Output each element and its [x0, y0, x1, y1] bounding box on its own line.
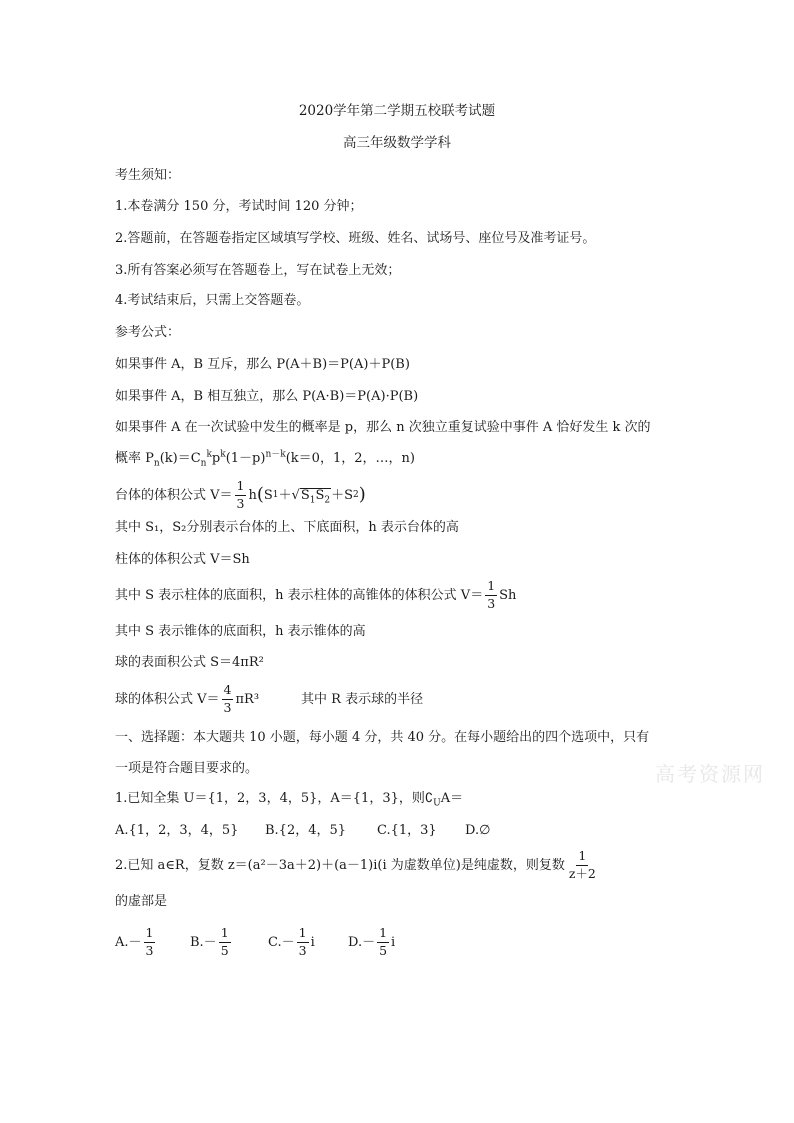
- q2-stem: 2.已知 a∈R，复数 z＝(a²－3a＋2)＋(a－1)i(i 为虚数单位)是纯虚数，则复数 $\frac{1}{z+2}$: [115, 848, 596, 881]
- fraction-one-third: $\frac{1}{3}$: [236, 478, 245, 511]
- notice-item-3: 3.所有答案必须写在答题卷上，写在试卷上无效；: [115, 263, 401, 278]
- exam-subtitle: 高三年级数学学科: [343, 135, 451, 151]
- notice-item-4: 4.考试结束后，只需上交答题卷。: [115, 293, 310, 308]
- watermark: 高考资源网: [655, 762, 765, 786]
- formula-bernoulli-line1: 如果事件 A 在一次试验中发生的概率是 p，那么 n 次独立重复试验中事件 A 恰好发生 k 次的: [115, 420, 651, 435]
- q2-options: [115, 922, 395, 962]
- fraction-four-thirds: $\frac{4}{3}$: [223, 682, 232, 715]
- formula-frustum-note: 其中 S₁，S₂分别表示台体的上、下底面积，h 表示台体的高: [115, 520, 459, 535]
- section1-line1: 一、选择题：本大题共 10 小题，每小题 4 分，共 40 分。在每小题给出的四个选项中，只有: [115, 730, 650, 745]
- formula-independent: 如果事件 A，B 相互独立，那么 P(A·B)＝P(A)·P(B): [115, 389, 419, 404]
- q2-option-d: D.－ $\frac{1}{5}$ i: [348, 925, 396, 958]
- fraction-one-third: $\frac{1}{3}$: [487, 578, 496, 611]
- q2-option-b: B.－ $\frac{1}{5}$: [190, 925, 229, 958]
- q1-option-d: D.∅: [465, 823, 491, 838]
- notice-item-2: 2.答题前，在答题卷指定区域填写学校、班级、姓名、试场号、座位号及准考证号。: [115, 231, 596, 246]
- formula-cone-note: 其中 S 表示锥体的底面积，h 表示锥体的高: [115, 624, 366, 639]
- q2-option-c: C.－ $\frac{1}{3}$ i: [268, 925, 315, 958]
- q1-option-a: A.{1，2，3，4，5}: [115, 823, 239, 838]
- formula-cone: 其中 S 表示柱体的底面积，h 表示柱体的高锥体的体积公式 V＝ $\frac{1}{3}$ Sh: [115, 578, 517, 611]
- formula-prism: 柱体的体积公式 V＝Sh: [115, 552, 250, 567]
- formula-sphere-volume: 球的体积公式 V＝ $\frac{4}{3}$ πR³ 其中 R 表示球的半径: [115, 682, 424, 715]
- formula-sphere-surface: 球的表面积公式 S＝4πR²: [115, 655, 264, 670]
- q1-option-b: B.{2，4，5}: [265, 823, 347, 838]
- formula-bernoulli-line2: 概率 $P_n(k)=C_n^kp^k(1-p)^{n-k}(k=0$，1，2，…，n): [115, 449, 415, 469]
- formula-mutex: 如果事件 A，B 互斥，那么 P(A＋B)＝P(A)＋P(B): [115, 357, 410, 372]
- q1-stem: 1.已知全集 U＝{1，2，3，4，5}，A＝{1，3}，则$∁_UA=$: [115, 791, 464, 809]
- formulas-heading: 参考公式：: [115, 325, 181, 340]
- exam-title: 2020学年第二学期五校联考试题: [298, 103, 496, 119]
- notice-heading: 考生须知：: [115, 168, 181, 183]
- notice-item-1: 1.本卷满分 150 分，考试时间 120 分钟；: [115, 199, 363, 214]
- q1-options: [115, 824, 490, 837]
- q2-line2: 的虚部是: [115, 894, 168, 909]
- q2-option-a: A.－ $\frac{1}{3}$: [115, 925, 154, 958]
- section1-line2: 一项是符合题目要求的。: [115, 761, 259, 776]
- formula-frustum: 台体的体积公式 V＝ $\frac{1}{3}$ h ( S 1 ＋ √ $S_1S_2$ ＋S 2 ): [115, 478, 366, 511]
- q1-option-c: C.{1，3}: [377, 823, 437, 838]
- sqrt-term: $S_1S_2$: [300, 488, 331, 506]
- fraction-one-over-z-plus-2: $\frac{1}{z+2}$: [568, 848, 596, 881]
